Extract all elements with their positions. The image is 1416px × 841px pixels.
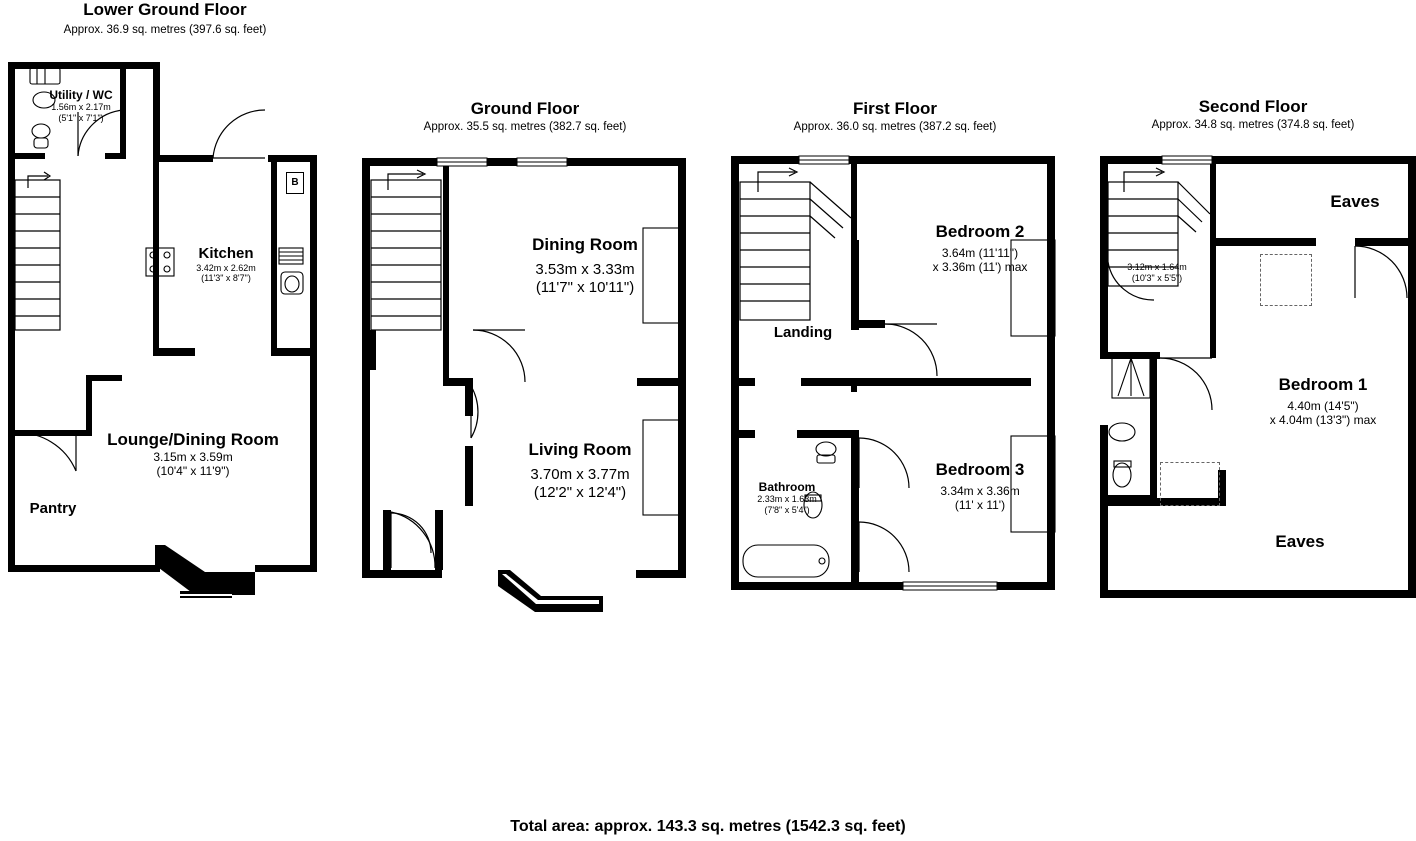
staircase-first — [725, 0, 1065, 620]
room-label-utility-wc — [36, 88, 126, 123]
room-name: Bedroom 3 — [935, 460, 1025, 479]
room-label-eaves-top — [1300, 192, 1410, 212]
room-dims-m: 4.40m (14'5") — [1287, 399, 1359, 414]
room-label-dining-room — [485, 235, 685, 296]
wall — [105, 153, 126, 159]
wall — [1355, 238, 1416, 246]
wall — [370, 330, 376, 370]
room-name: Utility / WC — [49, 88, 113, 102]
floor-first — [725, 0, 1065, 620]
floor-title-ground: Ground Floor — [470, 99, 580, 118]
room-dims-ft: (5'1" x 7'1") — [58, 112, 104, 123]
room-label-bedroom-3 — [890, 460, 1070, 512]
room-dims-ft: (11' x 11') — [954, 498, 1006, 513]
wall — [86, 375, 92, 435]
wall — [443, 166, 449, 330]
wall — [1210, 238, 1316, 246]
room-dims-m: 3.15m x 3.59m — [153, 450, 233, 465]
wall — [1100, 425, 1108, 598]
floorplan-second — [1090, 0, 1416, 620]
room-name: Kitchen — [198, 245, 254, 262]
furniture-first — [725, 0, 1065, 620]
furniture-ground — [355, 0, 695, 620]
room-name: Bedroom 1 — [1278, 375, 1368, 394]
room-dims-ft: (7'8" x 5'4") — [764, 504, 810, 515]
wall — [1210, 164, 1216, 269]
wall — [15, 153, 45, 159]
room-dims-m: 3.12m x 1.64m — [1127, 262, 1187, 272]
floor-title-first: First Floor — [852, 99, 938, 118]
floorplan-first — [725, 0, 1065, 620]
room-name: Bedroom 2 — [935, 222, 1025, 241]
room-dims-ft: x 4.04m (13'3") max — [1269, 413, 1377, 428]
wall — [8, 430, 92, 436]
wall — [851, 240, 859, 330]
room-dims-m: 3.53m x 3.33m — [535, 261, 635, 279]
staircase-ground — [355, 0, 695, 620]
wall — [255, 565, 317, 572]
room-label-bedroom-2 — [885, 222, 1075, 274]
total-area-text: Total area: approx. 143.3 sq. metres (1542.3 sq. feet) — [510, 818, 906, 835]
wall — [86, 375, 122, 381]
room-name: Eaves — [1330, 192, 1380, 211]
room-dims-ft: (10'3" x 5'5") — [1131, 272, 1183, 283]
wall — [8, 62, 160, 69]
wall — [731, 430, 755, 438]
floorplan-ground — [355, 0, 695, 620]
doors-ground — [355, 0, 695, 620]
room-name: Eaves — [1275, 532, 1325, 551]
room-label-living-room — [480, 440, 680, 501]
floor-ground — [355, 0, 695, 620]
wall — [851, 430, 859, 582]
room-dims-ft: (12'2" x 12'4") — [533, 483, 627, 501]
wall — [153, 155, 213, 162]
wall — [731, 582, 903, 590]
wall — [636, 570, 686, 578]
room-label-landing-second — [1102, 262, 1212, 283]
wall — [637, 378, 686, 386]
wall — [310, 155, 317, 565]
wall — [801, 378, 1031, 386]
wall — [1100, 156, 1108, 356]
wall — [731, 378, 755, 386]
floor-second — [1090, 0, 1416, 620]
room-label-pantry — [14, 500, 92, 518]
windows-second — [1090, 0, 1416, 620]
wall — [383, 510, 391, 570]
room-dims-ft: (10'4" x 11'9") — [156, 464, 230, 479]
doors-first — [725, 0, 1065, 620]
eaves-outline — [1260, 254, 1312, 306]
staircase-second — [1090, 0, 1416, 620]
wall — [271, 348, 317, 356]
floor-lower-ground — [0, 0, 330, 620]
marker-b: B — [286, 172, 304, 194]
room-name: Landing — [773, 324, 833, 341]
wall — [8, 565, 160, 572]
eaves-outline — [1160, 462, 1220, 506]
fixtures-second — [1090, 0, 1416, 620]
room-label-eaves-bottom — [1245, 532, 1355, 552]
wall — [731, 156, 1055, 164]
floor-title-second: Second Floor — [1198, 97, 1308, 116]
room-dims-m: 3.70m x 3.77m — [530, 466, 630, 484]
room-dims-m: 3.34m x 3.36m — [940, 484, 1020, 499]
wall — [1100, 156, 1416, 164]
room-dims-ft: (11'7" x 10'11") — [535, 278, 635, 296]
wall — [465, 446, 473, 506]
wall — [731, 156, 739, 444]
room-dims-ft: (11'3" x 8'7") — [201, 273, 251, 284]
wall — [1100, 352, 1156, 359]
room-label-bathroom — [732, 480, 842, 515]
wall — [678, 158, 686, 578]
floor-subtitle-second: Approx. 34.8 sq. metres (374.8 sq. feet) — [1151, 119, 1355, 131]
wall — [362, 158, 686, 166]
wall — [465, 378, 473, 416]
room-dims-m: 3.64m (11'11") — [941, 246, 1019, 261]
room-name: Bathroom — [758, 480, 816, 494]
room-label-lounge-dining — [98, 430, 288, 478]
floorplan-lower-ground — [0, 0, 330, 620]
wall — [435, 510, 443, 570]
windows-ground — [355, 0, 695, 620]
wall — [153, 62, 160, 160]
floor-title-lower-ground: Lower Ground Floor — [83, 0, 247, 19]
room-name: Pantry — [29, 500, 77, 517]
wall — [362, 158, 370, 578]
room-name: Dining Room — [532, 235, 638, 254]
wall — [443, 324, 449, 384]
wall — [8, 62, 15, 572]
wall — [153, 162, 159, 352]
wall — [797, 430, 857, 438]
room-name: Living Room — [528, 440, 632, 459]
room-label-kitchen — [166, 245, 286, 284]
room-dims-m: 1.56m x 2.17m — [51, 102, 111, 113]
floor-subtitle-lower-ground: Approx. 36.9 sq. metres (397.6 sq. feet) — [63, 24, 267, 36]
wall — [997, 582, 1055, 590]
doors-second — [1090, 0, 1416, 620]
room-name: Lounge/Dining Room — [107, 430, 279, 449]
wall — [153, 348, 195, 356]
wall — [1150, 352, 1160, 359]
floor-subtitle-first: Approx. 36.0 sq. metres (387.2 sq. feet) — [793, 121, 997, 133]
room-dims-m: 2.33m x 1.63m — [757, 494, 817, 505]
room-label-landing — [743, 324, 863, 342]
wall — [362, 570, 442, 578]
windows-first — [725, 0, 1065, 620]
floor-subtitle-ground: Approx. 35.5 sq. metres (382.7 sq. feet) — [423, 121, 627, 133]
wall — [1150, 352, 1157, 502]
room-label-bedroom-1 — [1230, 375, 1416, 427]
fixtures-bathroom-first — [725, 0, 1065, 620]
room-dims-ft: x 3.36m (11') max — [932, 260, 1028, 275]
wall — [1100, 590, 1416, 598]
room-dims-m: 3.42m x 2.62m — [196, 262, 256, 273]
